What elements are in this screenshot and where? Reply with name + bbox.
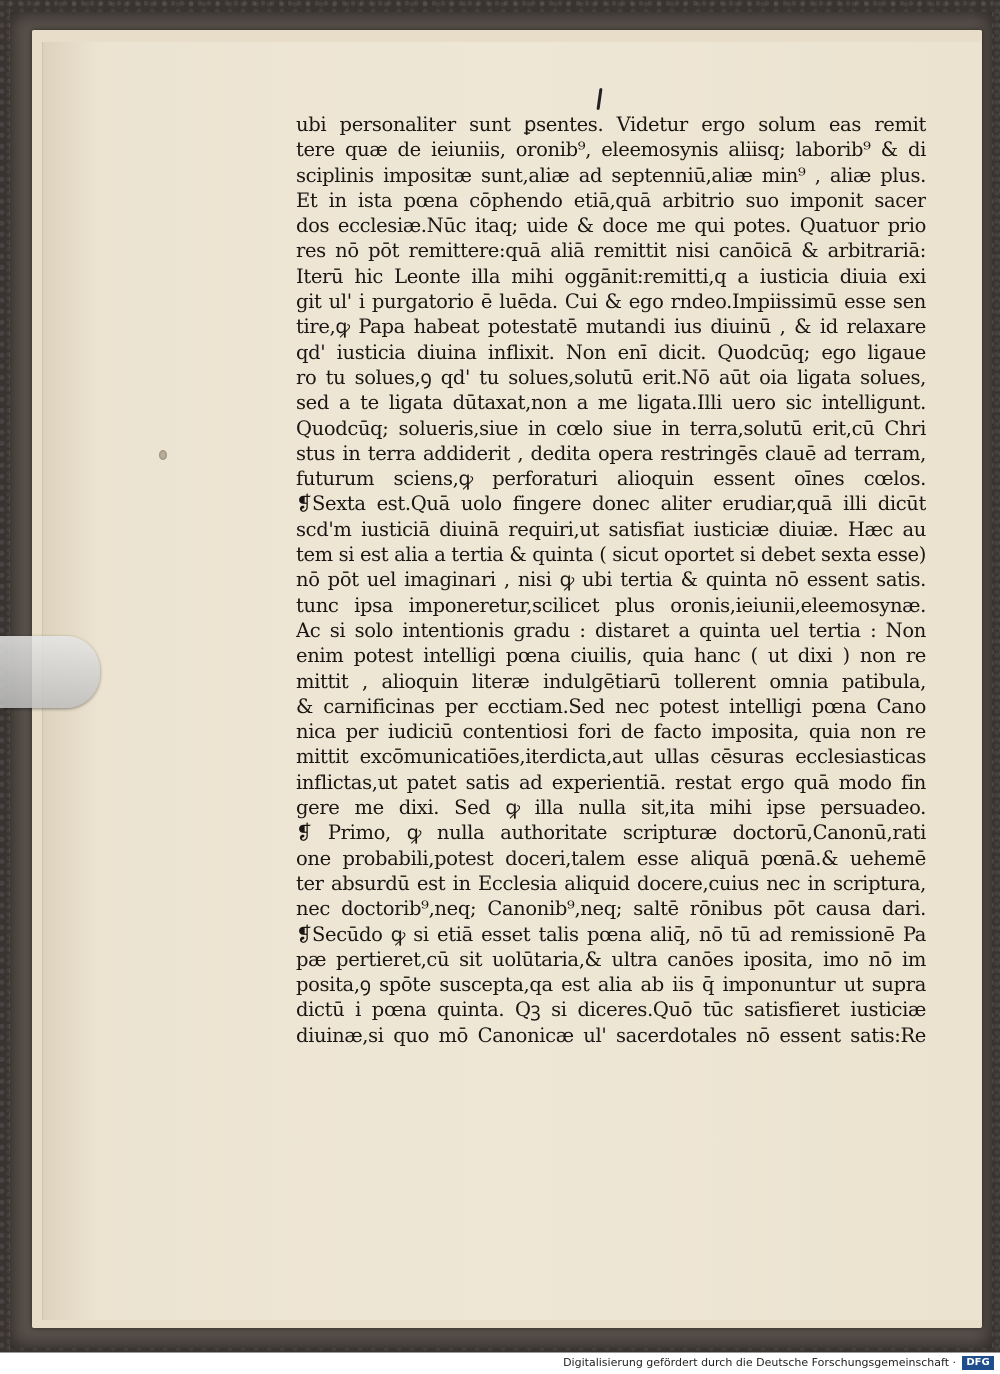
text-line: nica per iudiciū contentiosi fori de facto imposita, quia non re [296, 720, 926, 744]
text-line: sed a te ligata dūtaxat,non a me ligata.Illi uero sic intelligunt. [296, 391, 926, 415]
text-line: tire,ꝙ Papa habeat potestatē mutandi ius diuinū , & id relaxare [296, 315, 926, 339]
paper-hole [159, 450, 167, 460]
page-text [296, 112, 926, 1048]
text-line: git ul' i purgatorio ē luēda. Cui & ego rndeo.Impiissimū esse sen [296, 290, 926, 314]
text-line: tem si est alia a tertia & quinta ( sicut oportet si debet sexta esse) [296, 543, 926, 567]
text-line: ubi personaliter sunt ꝑsentes. Videtur ergo solum eas remit [296, 113, 926, 136]
text-line: pæ pertieret,cū sit uolūtaria,& ultra canōes iposita, imo nō im [296, 947, 926, 971]
text-line: qd' iusticia diuina inflixit. Non enī dicit. Quodcūq; ego ligaue [296, 340, 926, 364]
text-line: ❡Secūdo ꝙ si etiā esset talis pœna aliq̄, nō tū ad remissionē Pa [296, 922, 926, 946]
text-line: tere quæ de ieiuniis, oronib⁹, eleemosynis aliisq; laborib⁹ & di [296, 138, 926, 162]
text-line: Iterū hic Leonte illa mihi oggānit:remitti,q a iusticia diuia exi [296, 264, 926, 288]
text-line: dos ecclesiæ.Nūc itaq; uide & doce me qui potes. Quatuor prio [296, 214, 926, 238]
text-line: diuinæ,si quo mō Canonicæ ul' sacerdotales nō essent satis:Re [296, 1023, 926, 1047]
text-line: mittit excōmunicatiōes,iterdicta,aut ullas cēsuras ecclesiasticas [296, 745, 926, 769]
text-line: gere me dixi. Sed ꝙ illa nulla sit,ita mihi ipse persuadeo. [296, 796, 926, 820]
text-line: stus in terra addiderit , dedita opera restringēs clauē ad terram, [296, 441, 926, 465]
text-line: Et in ista pœna cōphendo etiā,quā arbitrio suo imponit sacer [296, 188, 926, 212]
text-line: futurum sciens,ꝙ perforaturi alioquin essent oīnes cœlos. [296, 467, 926, 491]
text-line: ro tu solues,ꝯ qd' tu solues,solutū erit.Nō aūt oia ligata solues, [296, 365, 926, 389]
text-line: Quodcūq; solueris,siue in cœlo siue in terra,solutū erit,cū Chri [296, 416, 926, 440]
text-line: scd'm iusticiā diuinā requiri,ut satisfiat iusticiæ diuiæ. Hæc au [296, 517, 926, 541]
text-line: ❡Sexta est.Quā uolo fingere donec aliter erudiar,quā illi dicūt [296, 492, 926, 516]
dfg-logo: DFG [962, 1356, 994, 1370]
text-line: nō pōt uel imaginari , nisi ꝙ ubi tertia & quinta nō essent satis. [296, 568, 926, 592]
text-line: posita,ꝯ spōte suscepta,qa est alia ab iis q̄ imponuntur ut supra [296, 973, 926, 997]
funding-credit: Digitalisierung gefördert durch die Deutsche Forschungsgemeinschaft · [563, 1356, 956, 1369]
text-line: & carnificinas per ecctiam.Sed nec potest intelligi pœna Cano [296, 694, 926, 718]
text-line: enim potest intelligi pœna ciuilis, quia hanc ( ut dixi ) non re [296, 644, 926, 668]
bookmark-strip [0, 636, 100, 708]
text-line: inflictas,ut patet satis ad experientiā. restat ergo quā modo fin [296, 770, 926, 794]
text-line: nec doctorib⁹,neq; Canonib⁹,neq; saltē rōnibus pōt causa dari. [296, 897, 926, 921]
text-line: dictū i pœna quinta. Qꝫ si diceres.Quō tūc satisfieret iusticiæ [296, 998, 926, 1022]
footer-bar [0, 1352, 1000, 1374]
text-line: Ac si solo intentionis gradu : distaret a quinta uel tertia : Non [296, 618, 926, 642]
text-line: tunc ipsa imponeretur,scilicet plus oronis,ieiunii,eleemosynæ. [296, 593, 926, 617]
text-line: res nō pōt remittere:quā aliā remittit nisi canōicā & arbitrariā: [296, 239, 926, 263]
text-line: ❡ Primo, ꝙ nulla authoritate scripturæ doctorū,Canonū,rati [296, 821, 926, 845]
text-line: ter absurdū est in Ecclesia aliquid docere,cuius nec in scriptura, [296, 871, 926, 895]
text-line: mittit , alioquin literæ indulgētiarū tollerent omnia patibula, [296, 669, 926, 693]
text-line: one probabili,potest doceri,talem esse aliquā pœnā.& uehemē [296, 846, 926, 870]
text-line: sciplinis impositæ sunt,aliæ ad septenniū,aliæ min⁹ , aliæ plus. [296, 163, 926, 187]
